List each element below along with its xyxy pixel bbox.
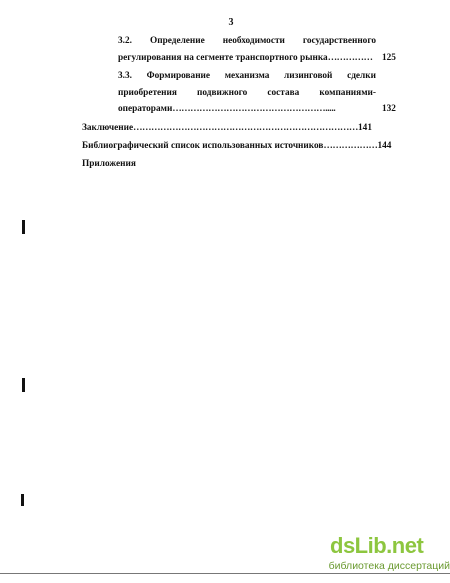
toc-entry-conclusion [82, 122, 372, 134]
scan-artifact-mark [22, 378, 25, 392]
toc-leader-dots: ……………… [323, 141, 378, 151]
toc-entry-3-3-word: состава [267, 88, 300, 98]
toc-entry-3-3-word: механизма [224, 71, 270, 81]
scan-artifact-mark [21, 494, 24, 506]
toc-entry-3-3-word: сделки [347, 71, 376, 81]
toc-entry-3-3-word: приобретения [118, 88, 177, 98]
toc-entry-3-3-word: лизинговой [284, 71, 333, 81]
watermark-logo: dsLib.net [330, 533, 424, 558]
toc-entry-conclusion-label: Заключение [82, 123, 134, 133]
watermark-subtitle: библиотека диссертаций [328, 560, 450, 572]
toc-entry-appendix-label: Приложения [82, 159, 136, 169]
toc-entry-3-3-line2 [118, 87, 376, 99]
toc-entry-3-2-number: 3.2. [118, 36, 132, 46]
toc-leader-dots: ………………………………………………………………… [133, 123, 359, 133]
toc-entry-bibliography [82, 140, 391, 152]
watermark [330, 533, 450, 578]
toc-entry-bibliography-label: Библиографический список использованных источников [82, 141, 324, 151]
toc-entry-3-2-page: 125 [382, 53, 396, 63]
toc-entry-3-2-line1 [118, 35, 376, 47]
toc-entry-bibliography-page: 144 [377, 141, 392, 151]
toc-entry-3-3-word: Формирование [146, 71, 211, 81]
toc-entry-3-2-text: регулирования на сегменте транспортного рынка [118, 53, 328, 63]
toc-entry-3-3-number: 3.3. [118, 71, 132, 81]
scan-artifact-mark [22, 220, 25, 234]
toc-entry-3-2-word: необходимости [222, 36, 285, 46]
toc-entry-3-3-line1 [118, 70, 376, 82]
toc-leader-dots: …………… [327, 53, 373, 63]
toc-entry-conclusion-page: 141 [358, 123, 372, 133]
toc-entry-3-2-word: государственного [302, 36, 376, 46]
toc-entry-3-2-word: Определение [149, 36, 205, 46]
toc-leader-dots: ……………………………………………..... [172, 104, 336, 114]
page-number: 3 [228, 17, 234, 28]
toc-entry-3-3-text: операторами [118, 104, 173, 114]
toc-entry-3-2-line2 [118, 52, 373, 64]
toc-entry-3-3-line3 [118, 103, 335, 115]
toc-entry-3-3-word: компаниями- [319, 88, 376, 98]
toc-entry-appendix [82, 158, 136, 170]
toc-entry-3-3-word: подвижного [197, 88, 248, 98]
toc-entry-3-3-page: 132 [382, 104, 396, 114]
